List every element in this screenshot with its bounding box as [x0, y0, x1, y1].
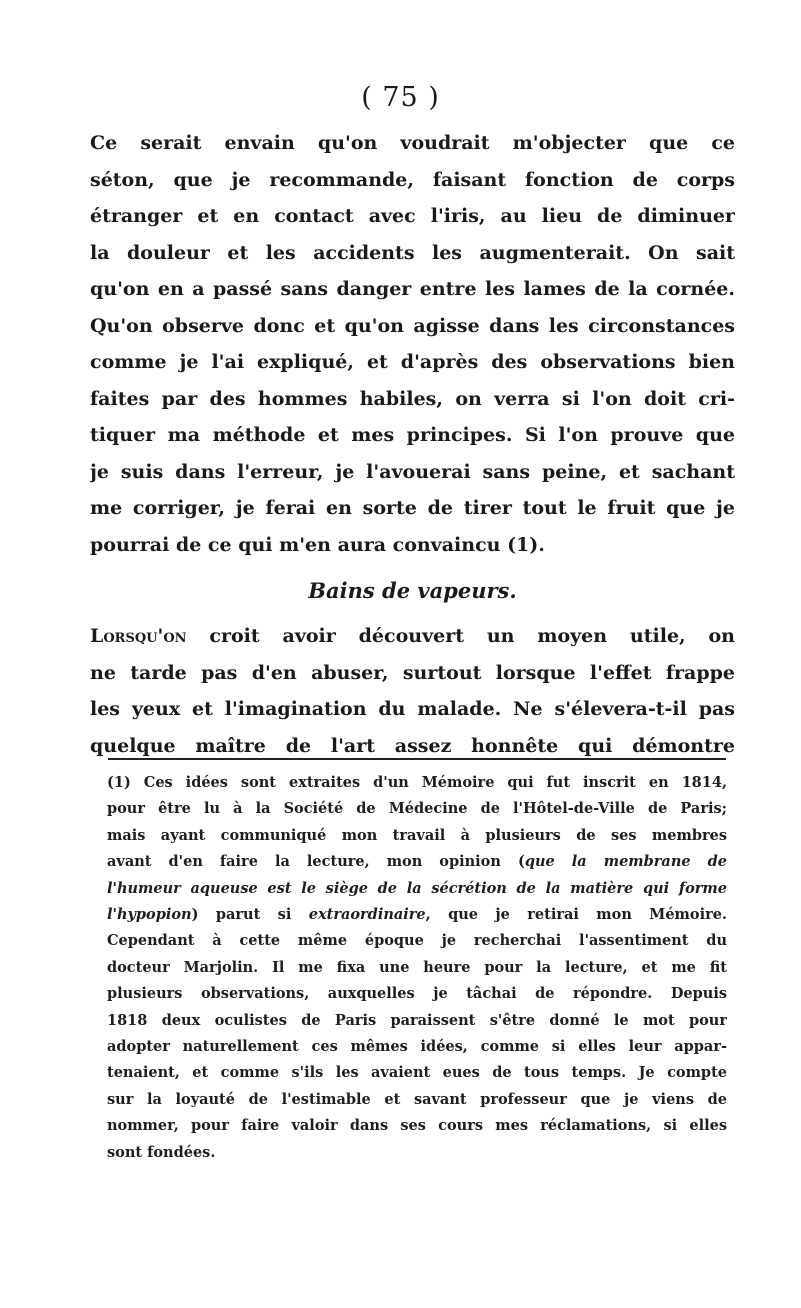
footnote-line: sont fondées. [107, 1143, 216, 1161]
text-line: ne tarde pas d'en abuser, surtout lorsque l'effet frappe [90, 661, 735, 684]
text-fragment: ) parut si [191, 906, 309, 924]
footnote-separator [108, 758, 726, 760]
text-line: me corriger, je ferai en sorte de tirer tout le fruit que je [90, 497, 735, 519]
text-line: faites par des hommes habiles, on verra si l'on doit cri- [90, 387, 735, 410]
footnote-line [107, 849, 727, 875]
text-line: séton, que je recommande, faisant fonction de corps [90, 168, 735, 191]
footnote-line: nommer, pour faire valoir dans ses cours mes réclamations, si elles [107, 1117, 727, 1135]
text-line: Ce serait envain qu'on voudrait m'objecter que ce [90, 132, 735, 154]
main-text [90, 125, 735, 764]
text-line: pourrai de ce qui m'en aura convaincu (1). [90, 533, 545, 556]
footnote-line: pour être lu à la Société de Médecine de l'Hôtel-de-Ville de Paris; [107, 800, 727, 818]
text-line: Qu'on observe donc et qu'on agisse dans les circonstances [90, 314, 735, 337]
text-fragment: , que je retirai mon Mémoire. [425, 906, 727, 924]
footnote-line: sur la loyauté de l'estimable et savant professeur que je viens de [107, 1090, 727, 1108]
footnote-line: (1) Ces idées sont extraites d'un Mémoire qui fut inscrit en 1814, [107, 774, 727, 791]
footnote-line: docteur Marjolin. Il me fixa une heure pour la lecture, et me fit [107, 958, 727, 976]
footnote-line: adopter naturellement ces mêmes idées, comme si elles leur appar- [107, 1038, 727, 1056]
paragraph [90, 125, 735, 563]
text-line: quelque maître de l'art assez honnête qui démontre [90, 734, 735, 757]
text-line: tiquer ma méthode et mes principes. Si l'on prouve que [90, 424, 735, 446]
footnote-line: plusieurs observations, auxquelles je tâchai de répondre. Depuis [107, 985, 727, 1003]
text-fragment: avant d'en faire la lecture, mon opinion ( [107, 853, 525, 871]
italic-fragment: extraordinaire [308, 906, 426, 924]
italic-fragment: l'humeur aqueuse est le siège de la sécrétion de la matière qui forme [107, 879, 727, 897]
text-line [90, 618, 735, 655]
text-line: les yeux et l'imagination du malade. Ne s'élevera-t-il pas [90, 698, 735, 720]
text-line: je suis dans l'erreur, je l'avouerai sans peine, et sachant [90, 460, 735, 483]
footnote [107, 770, 727, 1166]
footnote-line: tenaient, et comme s'ils les avaient eues de tous temps. Je compte [107, 1064, 727, 1082]
footnote-line [107, 902, 727, 928]
italic-fragment: l'hypopion [107, 906, 192, 924]
italic-fragment: que la membrane de [524, 853, 727, 871]
footnote-line: 1818 deux oculistes de Paris paraissent s'être donné le mot pour [107, 1011, 727, 1029]
paragraph-lead-word: Lorsqu'on [90, 625, 187, 647]
text-line: la douleur et les accidents les augmenterait. On sait [90, 241, 735, 264]
text-fragment: croit avoir découvert un moyen utile, on [186, 625, 735, 647]
page-number: ( 75 ) [361, 82, 440, 113]
footnote-line: Cependant à cette même époque je recherchai l'assentiment du [107, 932, 727, 950]
footnote-line: mais ayant communiqué mon travail à plusieurs de ses membres [107, 826, 727, 844]
text-line: comme je l'ai expliqué, et d'après des observations bien [90, 351, 735, 373]
paragraph [90, 618, 735, 764]
section-heading: Bains de vapeurs. [308, 578, 517, 603]
text-line: qu'on en a passé sans danger entre les lames de la cornée. [90, 278, 735, 300]
text-line: étranger et en contact avec l'iris, au lieu de diminuer [90, 205, 735, 227]
footnote-line [107, 876, 727, 902]
